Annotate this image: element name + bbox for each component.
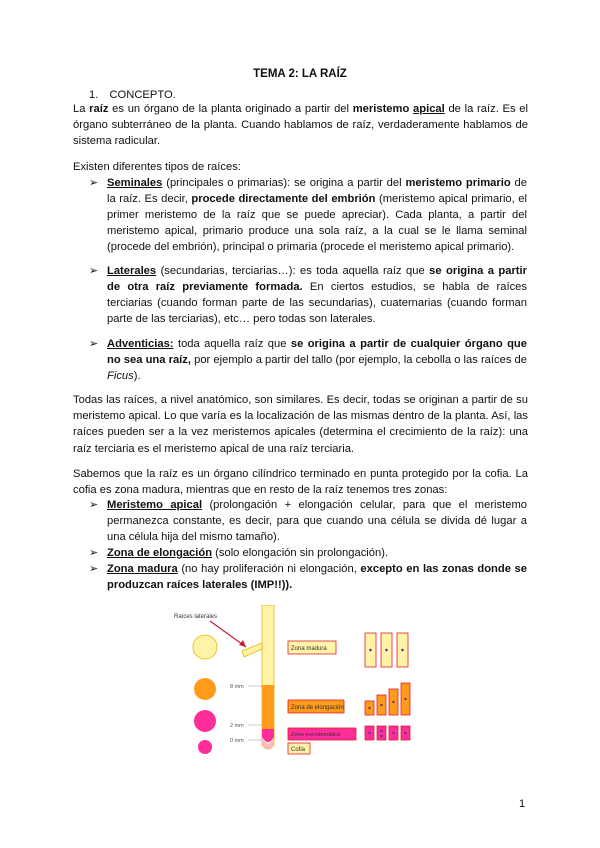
bullet-madura — [107, 561, 527, 593]
b1-e: (meristemo apical primario, el primer meristemo de la raíz que se puede apreciar). Cada planta, a partir del meristemo apical, primario produce una sola raíz, a la cual se le llama seminal (procede del embrión), principal o primaria (procede el meristemo apical primario). — [107, 193, 527, 253]
cell-nucleus — [404, 698, 406, 700]
term-laterales: Laterales — [107, 265, 157, 277]
page-title: TEMA 2: LA RAÍZ — [253, 68, 347, 80]
bullet-arrow: ➢ — [89, 265, 99, 277]
p1-a: La — [73, 103, 90, 115]
paragraph-anatomy: Todas las raíces, a nivel anatómico, son similares. Es decir, todas se originan a partir de su meristemo apical. Lo que varía es la localización de las mismas dentro de la planta. Así, las raíces pueden ser a la vez meristemos apicales (determina el crecimiento de la raíz): una raíz terciaria es el meristemo apical de una raíz terciaria. — [73, 394, 528, 455]
root-zones-diagram — [170, 605, 440, 765]
bullet-arrow: ➢ — [89, 177, 99, 189]
mature-cells — [365, 633, 408, 667]
label-lateral-roots: Raíces laterales — [174, 614, 218, 620]
cell-nucleus — [368, 707, 370, 709]
b1-a: (principales o primarias): se origina a partir del — [162, 177, 406, 189]
meristem-cell — [377, 726, 386, 740]
elongating-cells — [365, 683, 410, 715]
label-zona-meristematica: Zona meristemática — [291, 732, 341, 738]
cell-nucleus — [392, 701, 394, 703]
bullet-adventicias — [107, 336, 527, 384]
cell-nucleus — [368, 732, 370, 734]
cell-circle-pink — [194, 710, 216, 732]
cell-nucleus — [380, 704, 382, 706]
section-number: 1. — [89, 89, 99, 101]
cell-nucleus — [392, 732, 394, 734]
cell-nucleus — [404, 732, 406, 734]
bullet-arrow: ➢ — [89, 338, 99, 350]
p1-c: es un órgano de la planta originado a partir del — [108, 103, 353, 115]
cell-nucleus — [401, 649, 404, 652]
term-madura: Zona madura — [107, 563, 178, 575]
page-number: 1 — [519, 798, 526, 810]
cell-nucleus — [380, 735, 382, 737]
p1-f: de la raíz. Es el órgano subterráneo de la planta. Cuando hablamos de raíz, verdaderamente hablamos de sistema radicular. — [73, 103, 528, 148]
cell-nucleus — [380, 730, 382, 732]
z3-b: excepto en las zonas donde se produzcan raíces laterales (IMP!!)). — [107, 563, 527, 591]
label-8mm: 8 mm — [230, 684, 244, 690]
b1-b: meristemo primario — [405, 177, 511, 189]
p1-d: meristemo — [352, 103, 410, 115]
bullet-arrow: ➢ — [89, 499, 99, 511]
b3-d: Ficus — [107, 370, 134, 382]
b3-e: ). — [133, 370, 141, 382]
cell-nucleus — [369, 649, 372, 652]
b3-b: se origina a partir de cualquier órgano que no sea una raíz, — [107, 338, 527, 366]
paragraph-types: Existen diferentes tipos de raíces: — [73, 161, 241, 173]
section-label: CONCEPTO. — [109, 89, 176, 101]
bullet-meristemo — [107, 497, 527, 545]
b2-a: (secundarias, terciarias…): es toda aquella raíz que — [156, 265, 430, 277]
cell-circle-pale — [193, 635, 217, 659]
z2-a: (solo elongación sin prolongación). — [212, 547, 389, 559]
paragraph-intro — [73, 101, 528, 150]
paragraph-zones: Sabemos que la raíz es un órgano cilíndrico terminado en punta protegido por la cofia. La cofia es zona madura, mientras que en resto de la raíz tenemos tres zonas: — [73, 468, 528, 497]
bullet-arrow: ➢ — [89, 547, 99, 559]
cell-circle-small — [198, 740, 212, 754]
label-cofia: Cofia — [291, 747, 306, 753]
arrow-head — [239, 640, 246, 647]
label-zona-elongacion: Zona de elongación — [291, 705, 344, 711]
term-seminales: Seminales — [107, 177, 163, 189]
elongation-zone-fill — [262, 685, 274, 729]
z1-a: (prolongación + elongación celular, para que el meristemo permanezca constante, es decir, para que cuando una célula se divida dé lugar a una célula hija del mismo tamaño). — [107, 499, 527, 543]
b1-c: de la raíz. Es decir, — [107, 177, 527, 205]
p1-b: raíz — [89, 103, 109, 115]
cell-circle-orange — [194, 678, 216, 700]
term-meristemo: Meristemo apical — [107, 499, 203, 511]
bullet-arrow: ➢ — [89, 563, 99, 575]
term-adventicias: Adventicias: — [107, 338, 174, 350]
bullet-elongacion — [107, 545, 527, 561]
label-0mm: 0 mm — [230, 738, 244, 744]
b3-c: por ejemplo a partir del tallo (por ejemplo, la cebolla o las raíces de — [190, 354, 527, 366]
b2-b: se origina a partir de otra raíz previamente formada. — [107, 265, 527, 293]
bullet-seminales — [107, 175, 527, 255]
p1-e: apical — [413, 103, 445, 115]
meristematic-cells — [365, 726, 410, 740]
z3-a: (no hay proliferación ni elongación, — [177, 563, 361, 575]
term-elongacion: Zona de elongación — [107, 547, 213, 559]
b2-c: En ciertos estudios, se habla de raíces terciarias (cuando forman parte de las secundarias), cuaternarias (cuando forman parte de las terciarias), etc… pero todas son laterales. — [107, 281, 527, 325]
bullet-laterales — [107, 263, 527, 327]
label-zona-madura: Zona madura — [291, 646, 327, 652]
cell-nucleus — [385, 649, 388, 652]
b1-d: procede directamente del embrión — [191, 193, 376, 205]
label-2mm: 2 mm — [230, 723, 244, 729]
b3-a: toda aquella raíz que — [173, 338, 291, 350]
